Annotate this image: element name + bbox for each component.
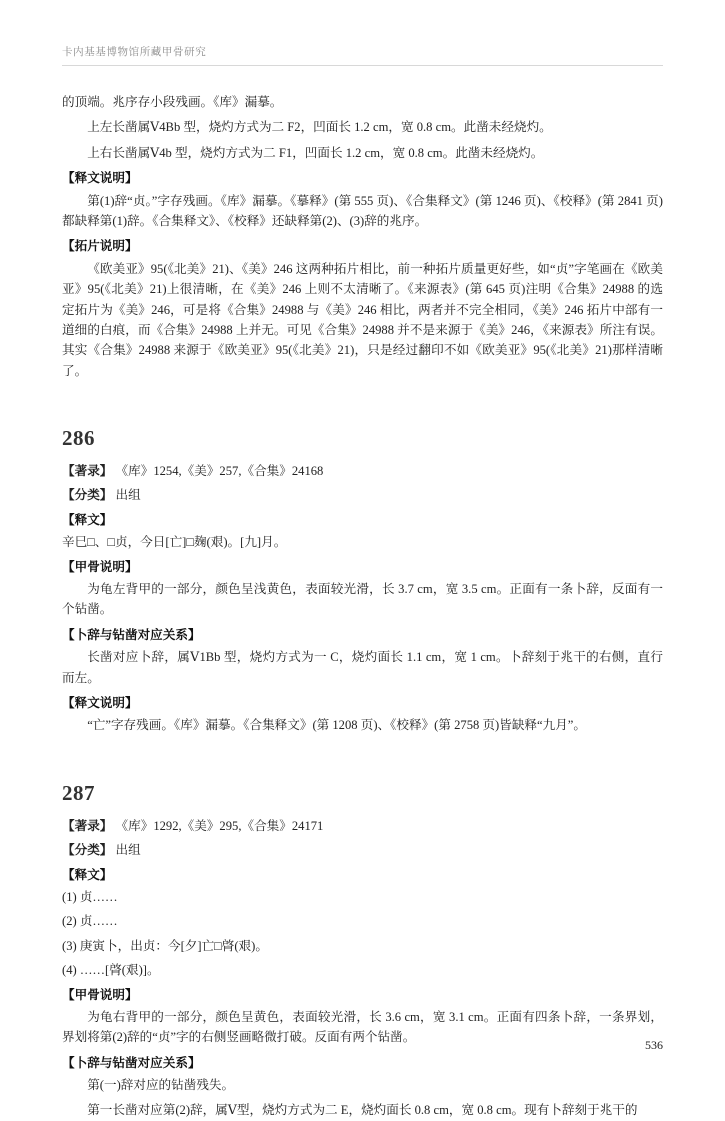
field-zhulu-value: 《库》1254,《美》257,《合集》24168	[115, 464, 324, 479]
section-label-shiwen: 【释文】	[62, 867, 113, 882]
section-label-duiying: 【卜辞与钻凿对应关系】	[62, 627, 201, 642]
field-zhulu-label: 【著录】	[62, 464, 113, 479]
spacer	[62, 741, 663, 755]
body-line: 的顶端。兆序存小段残画。《库》漏摹。	[62, 95, 283, 109]
duiying-line: 第(一)辞对应的钻凿残失。	[87, 1078, 235, 1093]
field-zhulu-value: 《库》1292,《美》295,《合集》24171	[115, 818, 324, 833]
tapian-shuoming-text: 《欧美亚》95(《北美》21)、《美》246 这两种拓片相比，前一种拓片质量更好些，如“贞”字笔画在《欧美亚》95(《北美》21)上很清晰，在《美》246 上则不太清晰了。《来源表》(第 645 页)注明《合集》24988 的选定拓片为《美》246，可是将《合集》24988 与《美》246 相比，两者并不完全相同，《美》246 拓片中部有一道细的白痕，而《合集》24988 上并无。可见《合集》24988 并不是来源于《美》246，《来源表》所注有误。其实《合集》24988 来源于《欧美亚》95(《北美》21)，只是经过翻印不如《欧美亚》95(《北美》21)那样清晰了。	[62, 261, 663, 378]
duiying-text: 长凿对应卜辞，属Ⅴ1Bb 型，烧灼方式为一 C，烧灼面长 1.1 cm，宽 1 cm。卜辞刻于兆干的右侧，直行而左。	[62, 650, 663, 685]
section-label-duiying: 【卜辞与钻凿对应关系】	[62, 1055, 201, 1070]
field-fenlei-label: 【分类】	[62, 488, 113, 503]
body-line: 上左长凿属Ⅴ4Bb 型，烧灼方式为二 F2，凹面长 1.2 cm，宽 0.8 cm。此凿未经烧灼。	[87, 120, 552, 135]
shiwen-shuoming-text: “亡”字存残画。《库》漏摹。《合集释文》(第 1208 页)、《校释》(第 2758 页)皆缺释“九月”。	[87, 718, 586, 733]
shiwen-line: (3) 庚寅卜，出贞：今[夕]亡□䏿(艰)。	[62, 938, 268, 953]
jiagu-text: 为龟右背甲的一部分，颜色呈黄色，表面较光滑，长 3.6 cm，宽 3.1 cm。正面有四条卜辞，一条界划，界划将第(2)辞的“贞”字的右侧竖画略微打破。反面有两个钻凿。	[62, 1009, 663, 1045]
duiying-line: 第一长凿对应第(2)辞，属Ⅴ型，烧灼方式为二 E，烧灼面长 0.8 cm，宽 0.8 cm。现有卜辞刻于兆干的	[87, 1103, 638, 1118]
shiwen-shuoming-text: 第(1)辞“贞。”字存残画。《库》漏摹。《摹释》(第 555 页)、《合集释文》(第 1246 页)、《校释》(第 2841 页)都缺释第(1)辞。《合集释文》、《校释》还缺释第(2)、(3)辞的兆序。	[62, 193, 663, 228]
field-fenlei-label: 【分类】	[62, 843, 113, 858]
section-label-jiagu: 【甲骨说明】	[62, 987, 138, 1002]
spacer	[62, 386, 663, 400]
section-label-tapian-shuoming: 【拓片说明】	[62, 239, 138, 254]
field-fenlei	[62, 840, 663, 860]
body-line: 上右长凿属Ⅴ4b 型，烧灼方式为二 F1，凹面长 1.2 cm，宽 0.8 cm。此凿未经烧灼。	[87, 145, 544, 160]
field-fenlei-value: 出组	[115, 843, 141, 858]
field-fenlei	[62, 485, 663, 505]
shiwen-line: (1) 贞……	[62, 889, 118, 904]
section-label-shiwen-shuoming: 【释文说明】	[62, 695, 138, 710]
page-number: 536	[645, 1038, 663, 1052]
section-label-shiwen-shuoming: 【释文说明】	[62, 171, 138, 186]
entry-number: 287	[62, 780, 95, 805]
field-zhulu-label: 【著录】	[62, 818, 113, 833]
entry-286	[62, 426, 663, 736]
jiagu-text: 为龟左背甲的一部分，颜色呈浅黄色，表面较光滑，长 3.7 cm，宽 3.5 cm。正面有一条卜辞，反面有一个钻凿。	[62, 582, 663, 617]
field-zhulu	[62, 461, 663, 481]
shiwen-line: (2) 贞……	[62, 914, 118, 929]
field-zhulu	[62, 816, 663, 836]
entry-287	[62, 781, 663, 1121]
section-label-shiwen: 【释文】	[62, 512, 113, 527]
running-head: 卡内基基博物馆所藏甲骨研究	[62, 47, 207, 58]
field-fenlei-value: 出组	[115, 488, 141, 503]
shiwen-line: 辛巳□、□贞，今日[亡]□麹(艰)。[九]月。	[62, 535, 287, 550]
header-divider	[62, 65, 663, 66]
entry-number: 286	[62, 426, 95, 451]
shiwen-line: (4) ……[䏿(艰)]。	[62, 963, 160, 978]
section-label-jiagu: 【甲骨说明】	[62, 559, 138, 574]
